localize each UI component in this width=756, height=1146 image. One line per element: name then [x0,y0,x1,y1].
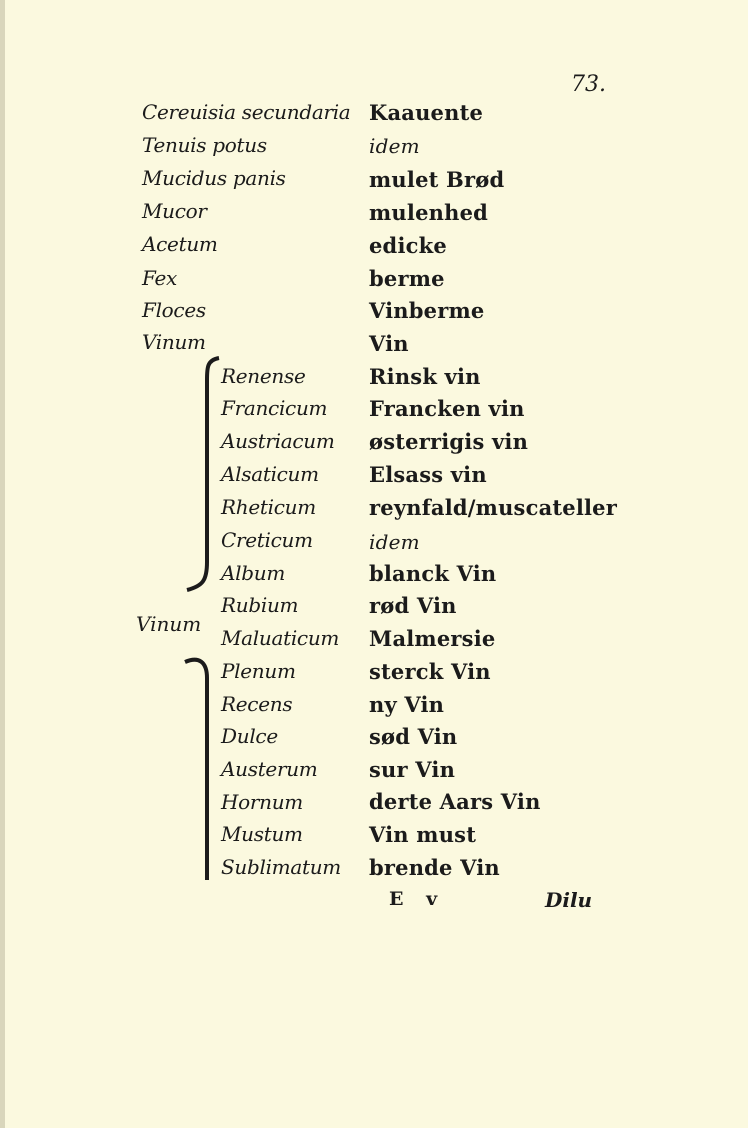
latin-term: Plenum [221,659,296,683]
vernacular-term: brende Vin [369,855,500,880]
page-number: 73. [571,72,606,97]
vernacular-term: Francken vin [369,396,525,421]
latin-term: Tenuis potus [142,133,267,157]
vernacular-term: Vin must [369,822,477,847]
latin-term: Dulce [221,724,278,748]
vernacular-term: sød Vin [369,724,458,749]
latin-term: Album [221,561,285,585]
latin-term: Sublimatum [221,855,341,879]
vernacular-term: reynfald/muscateller [369,495,618,520]
lower-brace [181,652,221,884]
latin-term: Acetum [142,232,218,256]
vernacular-term: mulenhed [369,200,489,225]
latin-term: Renense [221,364,306,388]
catchword: Dilu [545,888,593,912]
signature-mark: E v [389,888,446,910]
latin-term: Austerum [221,757,318,781]
latin-term: Cereuisia secundaria [142,100,351,124]
vernacular-term: Malmersie [369,626,496,651]
latin-term: Mustum [221,822,303,846]
latin-term: Mucor [142,199,207,223]
latin-term: Hornum [221,790,303,814]
vernacular-term: Vinberme [369,298,485,323]
vernacular-term: rød Vin [369,593,457,618]
vernacular-term: ny Vin [369,692,445,717]
vernacular-term: Rinsk vin [369,364,481,389]
latin-term: Francicum [221,396,328,420]
latin-term: Maluaticum [221,626,340,650]
latin-term: Austriacum [221,429,335,453]
latin-term: Alsaticum [221,462,319,486]
vernacular-term: derte Aars Vin [369,789,541,814]
vernacular-term: sterck Vin [369,659,491,684]
vernacular-term: Kaauente [369,100,484,125]
vernacular-term: blanck Vin [369,561,497,586]
vernacular-term: mulet Brød [369,167,505,192]
vernacular-term: idem [369,134,420,158]
latin-term: Recens [221,692,293,716]
vernacular-term: Elsass vin [369,462,487,487]
latin-term: Floces [142,298,206,322]
latin-term: Rubium [221,593,299,617]
latin-term: Creticum [221,528,313,552]
vernacular-term: edicke [369,233,447,258]
vinum-side-label: Vinum [136,612,202,636]
latin-term: Mucidus panis [142,166,286,190]
latin-term: Vinum [142,330,206,354]
latin-term: Rheticum [221,495,316,519]
vernacular-term: sur Vin [369,757,456,782]
upper-brace [181,354,221,594]
vernacular-term: berme [369,266,445,291]
vernacular-term: idem [369,530,420,554]
latin-term: Fex [142,266,177,290]
vernacular-term: østerrigis vin [369,429,529,454]
vernacular-term: Vin [369,331,409,356]
